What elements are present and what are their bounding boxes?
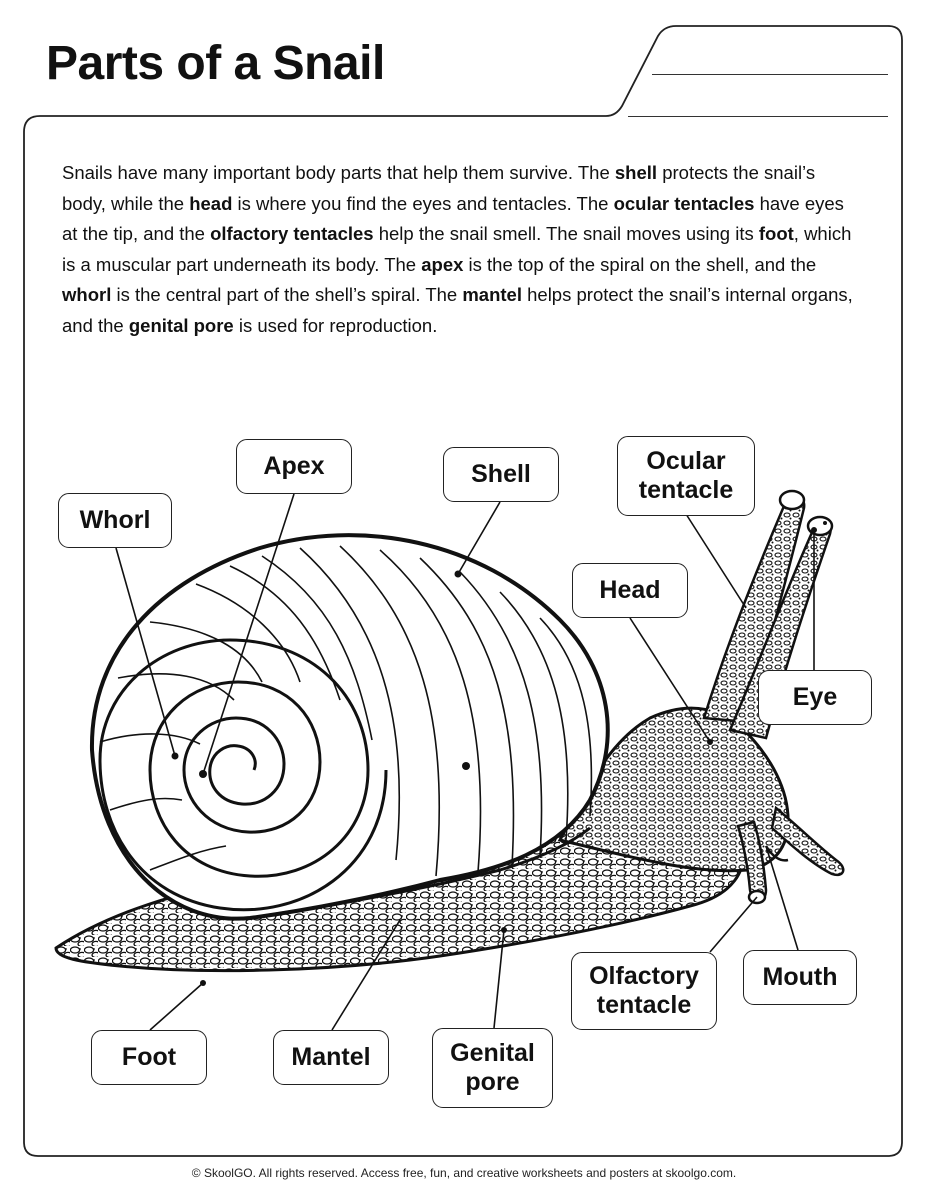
label-apex: Apex bbox=[236, 439, 352, 494]
label-whorl: Whorl bbox=[58, 493, 172, 548]
intro-text: is the central part of the shell’s spiral. The bbox=[111, 284, 463, 305]
label-mantel: Mantel bbox=[273, 1030, 389, 1085]
intro-keyword: ocular tentacles bbox=[613, 192, 755, 214]
intro-text: is the top of the spiral on the shell, and the bbox=[463, 253, 817, 275]
label-eye: Eye bbox=[758, 670, 872, 725]
intro-text: help the snail smell. The snail moves using its bbox=[373, 223, 759, 244]
intro-keyword: whorl bbox=[62, 284, 112, 305]
intro-keyword: foot bbox=[758, 223, 794, 244]
intro-keyword: head bbox=[189, 192, 233, 214]
intro-keyword: olfactory tentacles bbox=[210, 223, 374, 244]
label-shell: Shell bbox=[443, 447, 559, 502]
intro-keyword: genital pore bbox=[128, 314, 234, 336]
intro-keyword: mantel bbox=[462, 284, 522, 305]
intro-text: , which is a muscular part underneath its body. The bbox=[62, 223, 852, 275]
label-genital-pore: Genital pore bbox=[432, 1028, 553, 1108]
intro-text: helps protect the snail’s internal organs, and the bbox=[62, 284, 853, 336]
intro-text: is where you find the eyes and tentacles. The bbox=[232, 192, 614, 214]
intro-text: is used for reproduction. bbox=[233, 314, 438, 336]
label-mouth: Mouth bbox=[743, 950, 857, 1005]
intro-keyword: apex bbox=[421, 253, 464, 275]
label-head: Head bbox=[572, 563, 688, 618]
label-olfactory-tentacle: Olfactory tentacle bbox=[571, 952, 717, 1030]
leader-foot bbox=[150, 983, 203, 1030]
label-foot: Foot bbox=[91, 1030, 207, 1085]
label-ocular-tentacle: Ocular tentacle bbox=[617, 436, 755, 516]
intro-text: protects the snail’s body, while the bbox=[62, 162, 816, 214]
copyright-footer: © SkoolGO. All rights reserved. Access free, fun, and creative worksheets and posters at skoolgo.com. bbox=[191, 1166, 737, 1180]
intro-text: have eyes at the tip, and the bbox=[62, 192, 844, 244]
leader-ocular-tentacle bbox=[686, 514, 746, 608]
leader-mouth bbox=[766, 846, 798, 950]
page-title: Parts of a Snail bbox=[46, 37, 385, 90]
leader-olfactory-tentacle bbox=[710, 897, 757, 952]
snail-shell bbox=[92, 535, 608, 918]
intro-keyword: shell bbox=[614, 162, 658, 183]
intro-text: Snails have many important body parts that help them survive. The bbox=[62, 162, 615, 183]
